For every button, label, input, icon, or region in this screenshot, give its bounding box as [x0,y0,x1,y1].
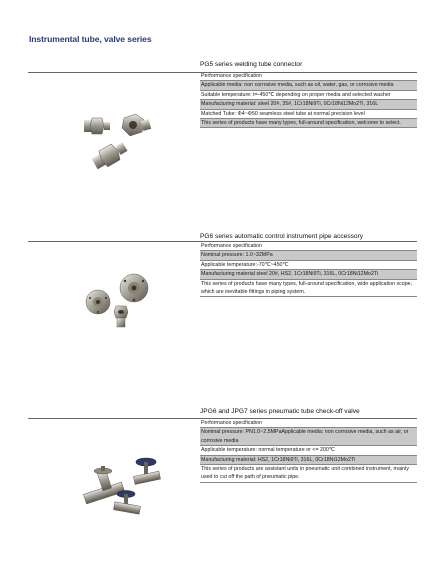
spec-row: Manufacturing material: HS2, 1Cr18Ni9Ti, 316L, 0Cr18Ni12Mo2Ti [200,456,417,465]
spec-row: Applicable temperature: normal temperature or <= 200℃ [200,446,417,455]
spec-row: Performance specification [200,242,417,251]
product-photo [80,272,160,330]
spec-table [200,419,417,483]
spec-row: Applicable temperature:-70℃~450℃ [200,261,417,270]
spec-row: Performance specification [200,72,417,81]
product-name: JPG6 and JPG7 series pneumatic tube check-off valve [200,408,360,415]
spec-row: This series of products have many types, full-around specification, welcome to select. [200,119,417,128]
spec-row: Performance specification [200,419,417,428]
spec-row: This series of products are assistant units in pneumatic unit combined instrument, mainly used to cut off the path of pneumatic pipe. [200,465,417,483]
spec-row: Suitable temperature: t=-450℃ depending on proper media and selected washer [200,91,417,100]
spec-row: Manufacturing material: steel 20#, 35#, 1Cr18Ni9Ti, 0Cr18Ni12Mo2Ti, 316L [200,100,417,109]
spec-table [200,242,417,297]
spec-row: Nominal pressure: PN1.0~2.5MPaApplicable media: non corrosive media, such as air, or corrosive media [200,428,417,446]
product-photo [80,452,170,522]
page-title: Instrumental tube, valve series [29,34,152,44]
spec-row: This series of products have many types, full-around specification, wide application scope, which are inevitable fittings in piping system. [200,280,417,298]
product-name: PG6 series automatic control instrument pipe accessory [200,233,364,240]
product-name: PG5 series welding tube connector [200,61,303,68]
product-photo [78,110,168,172]
spec-row: Nominal pressure: 1.0~32MPa [200,251,417,260]
spec-row: Matched Tube: Φ4~Φ50 seamless steel tube at normal precision level [200,110,417,119]
spec-table [200,72,417,128]
spec-row: Applicable media: non corrosive media, such as oil, water, gas, or corrosive media [200,81,417,90]
spec-row: Manufacturing material steel 20#, HS2, 1Cr18Ni9Ti, 316L, 0Cr18Ni12Mo2Ti [200,270,417,279]
